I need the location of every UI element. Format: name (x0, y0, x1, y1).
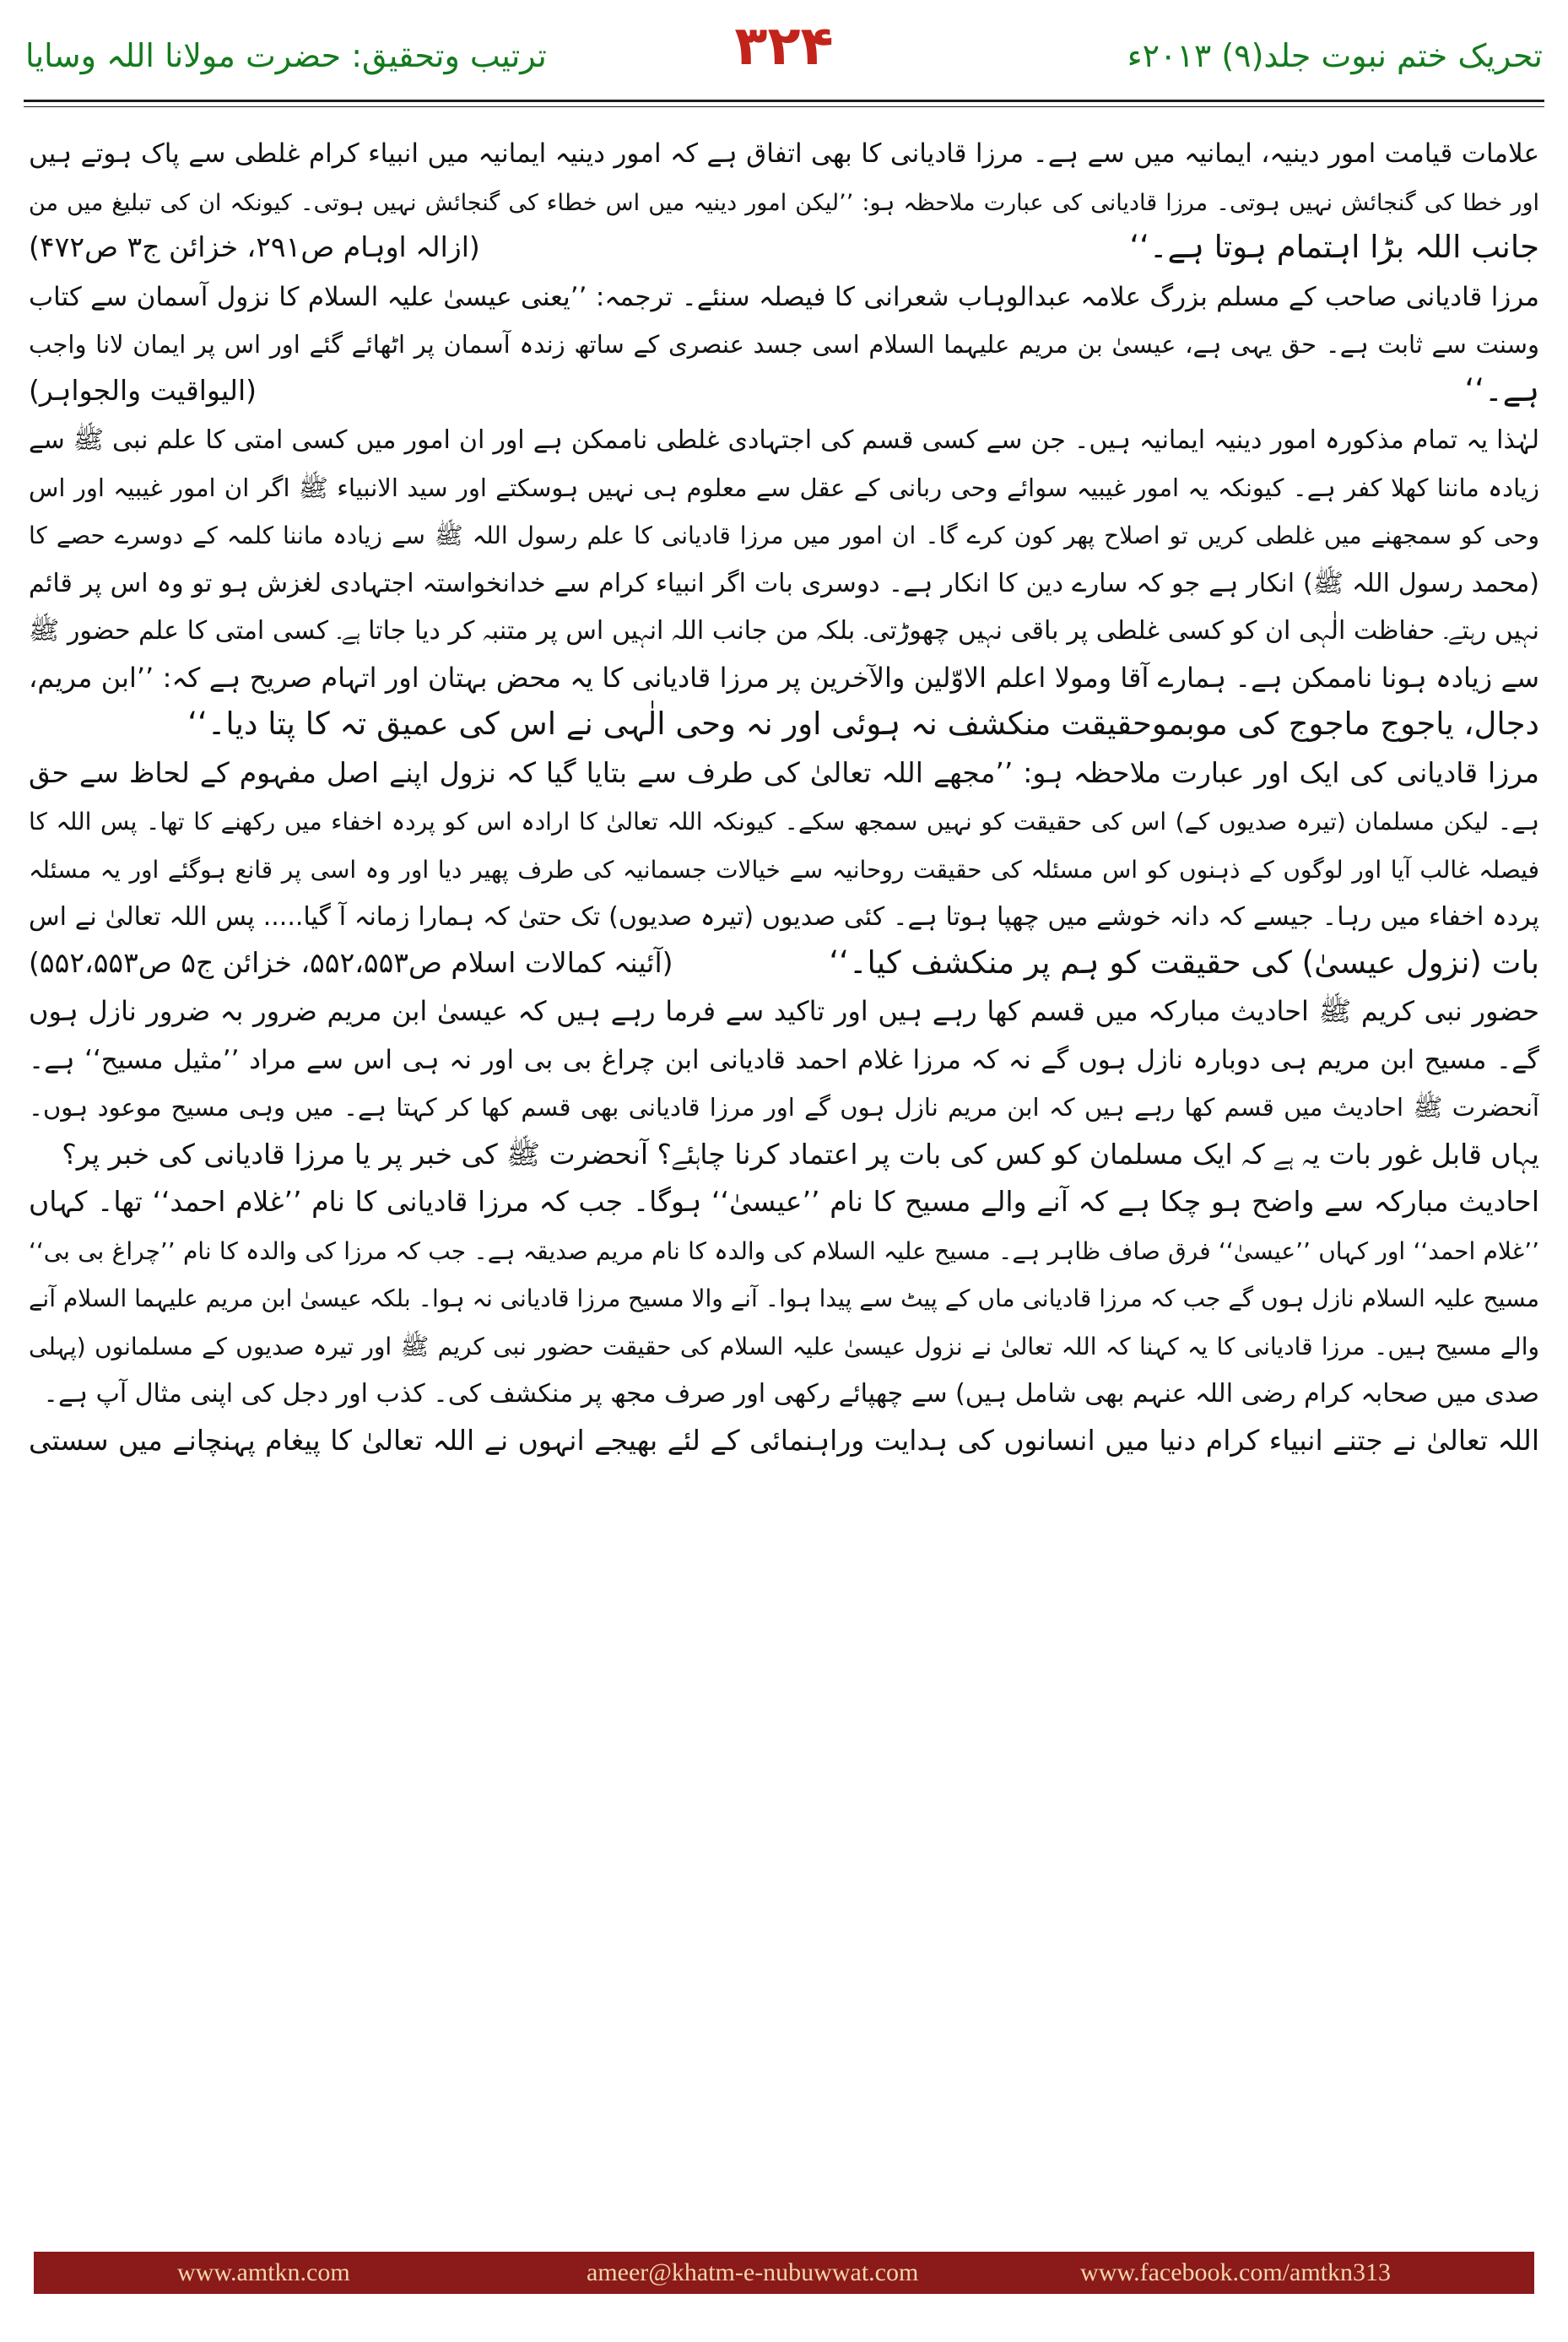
compiler-credit: ترتیب وتحقیق: حضرت مولانا اللہ وسایا (25, 37, 547, 74)
email-link[interactable]: ameer@khatm-e-nubuwwat.com (587, 2258, 919, 2286)
website-link[interactable]: www.amtkn.com (177, 2258, 350, 2286)
text-line: (محمد رسول اللہ ﷺ) انکار ہے جو کہ سارے دین کا انکار ہے۔ دوسری بات اگر انبیاء کرام سے خدانخواستہ اجتہادی لغزش ہو تو وہ اس پر قائم (29, 568, 1539, 598)
text-line: احادیث مبارکہ سے واضح ہو چکا ہے کہ آنے والے مسیح کا نام ’’عیسیٰ‘‘ ہوگا۔ جب کہ مرزا قادیانی کا نام ’’غلام احمد‘‘ تھا۔ کہاں (29, 1185, 1539, 1218)
text-line: فیصلہ غالب آیا اور لوگوں کے ذہنوں کو اس مسئلہ کی حقیقت روحانیہ سے خیالات جسمانیہ کی طرف پھیر دیا اور وہ اسی پر قانع ہوگئے اور یہ مسئلہ (29, 855, 1539, 884)
text-line: مرزا قادیانی کی ایک اور عبارت ملاحظہ ہو: ’’مجھے اللہ تعالیٰ کی طرف سے بتایا گیا کہ نزول اپنے اصل مفہوم کے لحاظ سے حق (29, 755, 1539, 789)
text-line: ہے۔‘‘ (الیواقیت والجواہر) (29, 367, 1539, 415)
text-line: جانب اللہ بڑا اہتمام ہوتا ہے۔‘‘ (ازالہ اوہام ص۲۹۱، خزائن ج۳ ص۴۷۲) (29, 224, 1539, 272)
text-line: گے۔ مسیح ابن مریم ہی دوبارہ نازل ہوں گے نہ کہ مرزا غلام احمد قادیانی ابن چراغ بی بی اور نہ ہی اس سے مراد ’’مثیل مسیح‘‘ ہے۔ (29, 1044, 1539, 1075)
text-line: والے مسیح ہیں۔ مرزا قادیانی کا یہ کہنا کہ اللہ تعالیٰ نے نزول عیسیٰ علیہ السلام کی حقیقت حضور نبی کریم ﷺ اور تیرہ صدیوں کے مسلمانوں (پہلی (29, 1332, 1539, 1360)
text-line: علامات قیامت امور دینیہ، ایمانیہ میں سے ہے۔ مرزا قادیانی کا بھی اتفاق ہے کہ امور دینیہ ایمانیہ میں انبیاء کرام غلطی سے پاک ہوتے ہیں (29, 138, 1539, 169)
page-header (0, 0, 1568, 127)
page-number: ۳۲۴ (734, 15, 834, 78)
page-footer (0, 2237, 1568, 2342)
text-line: زیادہ ماننا کھلا کفر ہے۔ کیونکہ یہ امور غیبیہ سوائے وحی ربانی کے عقل سے معلوم ہی نہیں ہوسکتے اور سید الانبیاء ﷺ اگر ان امور غیبیہ اور اس (29, 473, 1539, 502)
text-line: اللہ تعالیٰ نے جتنے انبیاء کرام دنیا میں انسانوں کی ہدایت وراہنمائی کے لئے بھیجے انہوں نے اللہ تعالیٰ کا پیغام پہنچانے میں سستی (29, 1423, 1539, 1457)
text-line: نہیں رہتے۔ حفاظت الٰہی ان کو کسی غلطی پر باقی نہیں چھوڑتی۔ بلکہ من جانب اللہ انہیں اس پر متنبہ کر دیا جاتا ہے۔ کسی امتی کا علم حضور ﷺ (29, 616, 1539, 646)
text-line: یہاں قابل غور بات یہ ہے کہ ایک مسلمان کو کس کی بات پر اعتماد کرنا چاہئے؟ آنحضرت ﷺ کی خبر پر یا مرزا قادیانی کی خبر پر؟ (62, 1137, 1539, 1171)
page-body (29, 128, 1539, 2213)
citation: (آئینہ کمالات اسلام ص۵۵۲،۵۵۳، خزائن ج۵ ص۵۵۲،۵۵۳) (29, 945, 673, 979)
facebook-link[interactable]: www.facebook.com/amtkn313 (1080, 2258, 1391, 2286)
text-line: حضور نبی کریم ﷺ احادیث مبارکہ میں قسم کھا رہے ہیں اور تاکید سے فرما رہے ہیں کہ عیسیٰ ابن مریم ضرور بہ ضرور نازل ہوں (29, 995, 1539, 1027)
text-line: وحی کو سمجھنے میں غلطی کریں تو اصلاح پھر کون کرے گا۔ ان امور میں مرزا قادیانی کا علم رسول اللہ ﷺ سے زیادہ ماننا کلمہ کے دوسرے حصے کا (29, 522, 1539, 549)
text-line: مسیح علیہ السلام نازل ہوں گے جب کہ مرزا قادیانی ماں کے پیٹ سے پیدا ہوا۔ آنے والا مسیح مرزا قادیانی نہ ہوا۔ بلکہ عیسیٰ ابن مریم علیہما السلام آنے (29, 1285, 1539, 1312)
text-line: لہٰذا یہ تمام مذکورہ امور دینیہ ایمانیہ ہیں۔ جن سے کسی قسم کی اجتہادی غلطی ناممکن ہے اور ان امور میں کسی امتی کا علم نبی ﷺ سے (29, 425, 1539, 455)
header-divider-thin (24, 106, 1544, 107)
text-line: صدی میں صحابہ کرام رضی اللہ عنہم بھی شامل ہیں) سے چھپائے رکھی اور صرف مجھ پر منکشف کی۔ کذب اور دجل کی اپنی مثال آپ ہے۔ (43, 1379, 1539, 1409)
text-line: اور خطا کی گنجائش نہیں ہوتی۔ مرزا قادیانی کی عبارت ملاحظہ ہو: ’’لیکن امور دینیہ میں اس خطاء کی گنجائش نہیں ہوتی۔ کیونکہ ان کی تبلیغ میں من (29, 189, 1539, 216)
header-divider (24, 100, 1544, 102)
text-line: پردہ اخفاء میں رہا۔ جیسے کہ دانہ خوشے میں چھپا ہوتا ہے۔ کئی صدیوں (تیرہ صدیوں) تک حتیٰ کہ ہمارا زمانہ آ گیا..... پس اللہ تعالیٰ نے اس (29, 902, 1539, 932)
text-line: آنحضرت ﷺ احادیث میں قسم کھا رہے ہیں کہ ابن مریم نازل ہوں گے اور مرزا قادیانی بھی قسم کھا کر کہتا ہے۔ میں وہی مسیح موعود ہوں۔ (29, 1093, 1539, 1122)
text-line: وسنت سے ثابت ہے۔ حق یہی ہے، عیسیٰ بن مریم علیہما السلام اسی جسد عنصری کے ساتھ زندہ آسمان پر اٹھائے گئے اور اس پر ایمان لانا واجب (29, 330, 1539, 359)
footer-bar (34, 2252, 1534, 2294)
text-line: سے زیادہ ہونا ناممکن ہے۔ ہمارے آقا ومولا اعلم الاوّلین والآخرین پر مرزا قادیانی کا یہ محض بہتان اور اتہام صریح ہے کہ: ’’ابن مریم، (29, 661, 1539, 694)
citation: (الیواقیت والجواہر) (29, 373, 257, 407)
citation: (ازالہ اوہام ص۲۹۱، خزائن ج۳ ص۴۷۲) (29, 230, 480, 263)
text-line: ہے۔ لیکن مسلمان (تیرہ صدیوں کے) اس کی حقیقت کو نہیں سمجھ سکے۔ کیونکہ اللہ تعالیٰ کا ارادہ اس کو پردہ اخفاء میں رکھنے کا تھا۔ پس اللہ کا (29, 808, 1539, 836)
text-line: بات (نزول عیسیٰ) کی حقیقت کو ہم پر منکشف کیا۔‘‘ (آئینہ کمالات اسلام ص۵۵۲،۵۵۳، خزائن ج۵ ص۵۵۲،۵۵۳) (29, 939, 1539, 987)
book-title: تحریک ختم نبوت جلد(۹) ۲۰۱۳ء (1127, 37, 1543, 74)
text-line: دجال، یاجوج ماجوج کی موبموحقیقت منکشف نہ ہوئی اور نہ وحی الٰہی نے اس کی عمیق تہ کا پتا دیا۔‘‘ (187, 706, 1539, 742)
text-line: مرزا قادیانی صاحب کے مسلم بزرگ علامہ عبدالوہاب شعرانی کا فیصلہ سنئے۔ ترجمہ: ’’یعنی عیسیٰ علیہ السلام کا نزول آسمان سے کتاب (29, 281, 1539, 312)
text-line: ’’غلام احمد‘‘ اور کہاں ’’عیسیٰ‘‘ فرق صاف ظاہر ہے۔ مسیح علیہ السلام کی والدہ کا نام مریم صدیقہ ہے۔ جب کہ مرزا کی والدہ کا نام ’’چراغ بی بی‘‘ (29, 1236, 1539, 1265)
